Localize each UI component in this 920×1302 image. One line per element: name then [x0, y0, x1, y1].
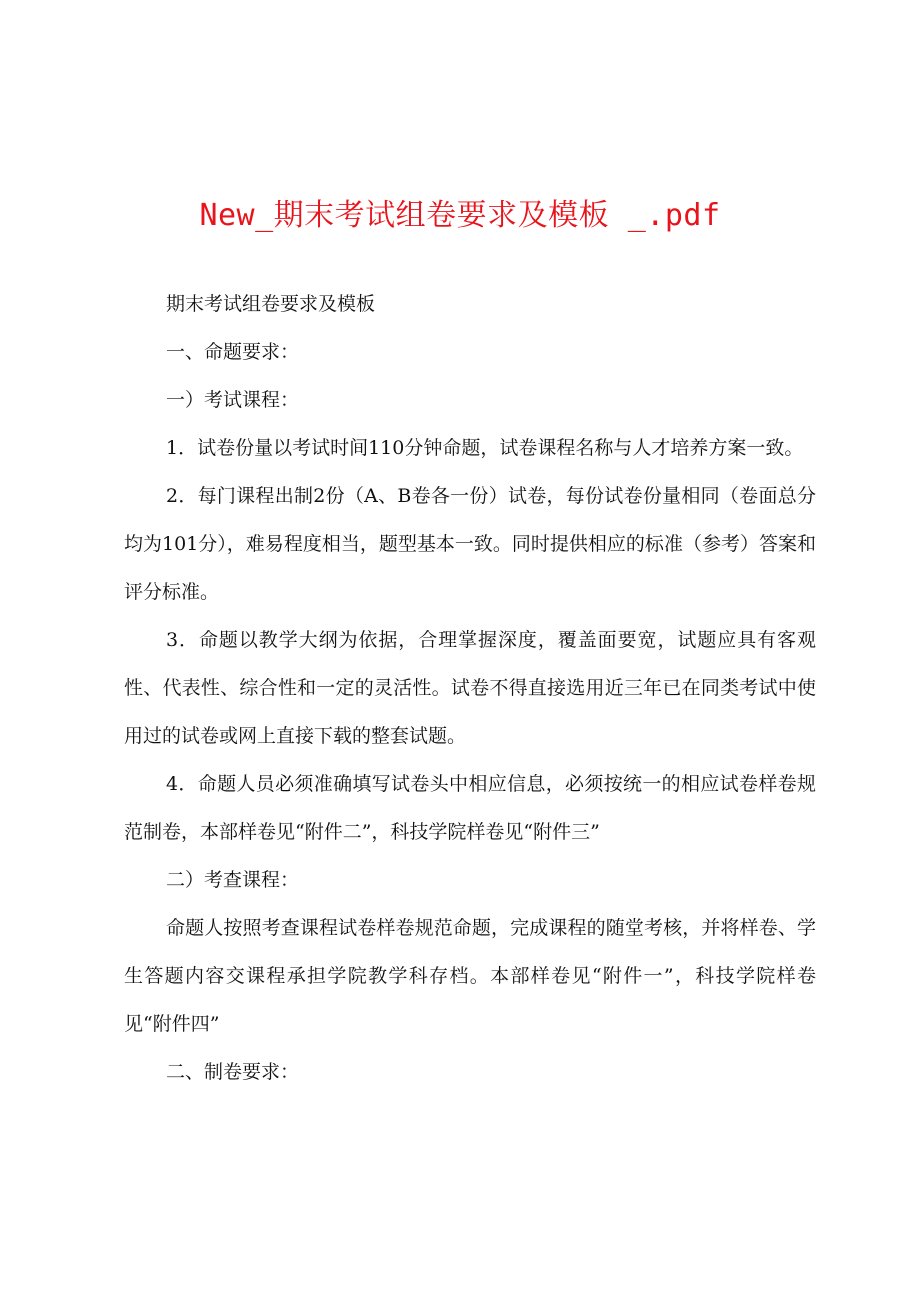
- paragraph-item-4: 4．命题人员必须准确填写试卷头中相应信息，必须按统一的相应试卷样卷规范制卷，本部样卷见“附件二”，科技学院样卷见“附件三”: [124, 773, 816, 843]
- paragraph-item-2: 2．每门课程出制2份（A、B卷各一份）试卷，每份试卷份量相同（卷面总分均为101分），难易程度相当，题型基本一致。同时提供相应的标准（参考）答案和评分标准。: [124, 485, 816, 603]
- document-title: New_期末考试组卷要求及模板 _.pdf: [199, 198, 721, 233]
- section-heading-2: 二、制卷要求：: [166, 1061, 300, 1083]
- paragraph-heading: 期末考试组卷要求及模板: [166, 293, 376, 315]
- subsection-heading-exam: 一）考试课程：: [166, 389, 300, 411]
- section-heading-1: 一、命题要求：: [166, 341, 300, 363]
- paragraph-item-3: 3．命题以教学大纲为依据，合理掌握深度，覆盖面要宽，试题应具有客观性、代表性、综合性和一定的灵活性。试卷不得直接选用近三年已在同类考试中使用过的试卷或网上直接下载的整套试题。: [124, 629, 816, 747]
- subsection-heading-assessment: 二）考查课程：: [166, 869, 300, 891]
- paragraph-assessment: 命题人按照考查课程试卷样卷规范命题，完成课程的随堂考核，并将样卷、学生答题内容交课程承担学院教学科存档。本部样卷见“附件一”，科技学院样卷见“附件四”: [124, 917, 816, 1035]
- document-body: [124, 280, 816, 1096]
- paragraph-item-1: 1．试卷份量以考试时间110分钟命题，试卷课程名称与人才培养方案一致。: [166, 437, 804, 459]
